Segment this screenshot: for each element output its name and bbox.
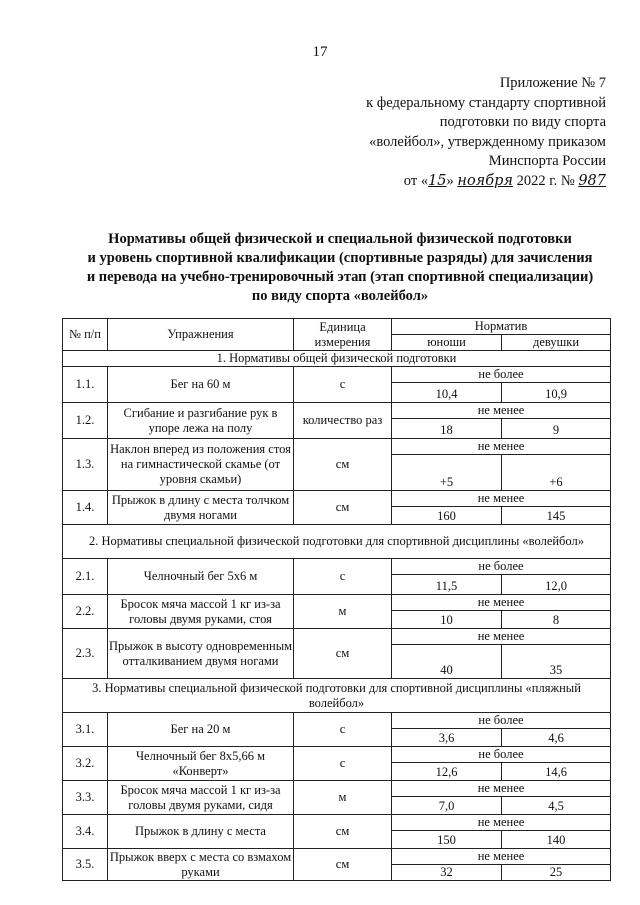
appendix-line-5: Минспорта России bbox=[488, 153, 606, 169]
row-number: 3.2. bbox=[63, 747, 108, 781]
value-girls: 4,6 bbox=[502, 729, 611, 747]
title-line-4: по виду спорта «волейбол» bbox=[251, 288, 429, 304]
exercise-name: Сгибание и разгибание рук в упоре лежа на полу bbox=[108, 403, 294, 439]
row-number: 2.1. bbox=[63, 559, 108, 595]
unit-cell: м bbox=[294, 595, 392, 629]
table-row bbox=[63, 629, 611, 645]
table-row bbox=[63, 815, 611, 831]
value-girls: 25 bbox=[502, 865, 611, 881]
value-girls: 140 bbox=[502, 831, 611, 849]
row-number: 1.1. bbox=[63, 367, 108, 403]
qualifier-cell: не более bbox=[392, 713, 611, 729]
row-number: 3.4. bbox=[63, 815, 108, 849]
unit-cell: см bbox=[294, 815, 392, 849]
value-boys: 150 bbox=[392, 831, 502, 849]
table-row bbox=[63, 367, 611, 383]
order-date-line bbox=[306, 172, 606, 192]
table-row bbox=[63, 849, 611, 865]
unit-cell: с bbox=[294, 367, 392, 403]
exercise-name: Бег на 20 м bbox=[108, 713, 294, 747]
page-number: 17 bbox=[312, 44, 328, 60]
date-mid: » bbox=[446, 172, 458, 189]
appendix-line-1: Приложение № 7 bbox=[499, 75, 606, 91]
date-prefix: от « bbox=[403, 172, 429, 189]
exercise-name: Прыжок вверх с места со взмахом руками bbox=[108, 849, 294, 881]
value-boys: 160 bbox=[392, 507, 502, 525]
order-number: 987 bbox=[578, 172, 606, 189]
norms-table bbox=[62, 318, 611, 881]
section-title: 2. Нормативы специальной физической подготовки для спортивной дисциплины «волейбол» bbox=[63, 525, 611, 559]
value-girls: 12,0 bbox=[502, 575, 611, 595]
value-boys: 3,6 bbox=[392, 729, 502, 747]
qualifier-cell: не более bbox=[392, 367, 611, 383]
qualifier-cell: не менее bbox=[392, 595, 611, 611]
value-boys: 10,4 bbox=[392, 383, 502, 403]
qualifier-cell: не менее bbox=[392, 403, 611, 419]
unit-cell: см bbox=[294, 629, 392, 679]
table-row bbox=[63, 403, 611, 419]
value-boys: +5 bbox=[392, 455, 502, 491]
unit-cell: см bbox=[294, 439, 392, 491]
appendix-block bbox=[306, 74, 606, 191]
table-row bbox=[63, 781, 611, 797]
row-number: 3.3. bbox=[63, 781, 108, 815]
exercise-name: Челночный бег 8х5,66 м «Конверт» bbox=[108, 747, 294, 781]
value-boys: 32 bbox=[392, 865, 502, 881]
row-number: 1.3. bbox=[63, 439, 108, 491]
unit-cell: см bbox=[294, 849, 392, 881]
value-girls: +6 bbox=[502, 455, 611, 491]
value-boys: 11,5 bbox=[392, 575, 502, 595]
qualifier-cell: не менее bbox=[392, 491, 611, 507]
exercise-name: Бросок мяча массой 1 кг из-за головы двумя руками, сидя bbox=[108, 781, 294, 815]
exercise-name: Челночный бег 5х6 м bbox=[108, 559, 294, 595]
qualifier-cell: не менее bbox=[392, 781, 611, 797]
value-boys: 18 bbox=[392, 419, 502, 439]
value-girls: 145 bbox=[502, 507, 611, 525]
unit-cell: м bbox=[294, 781, 392, 815]
table-row bbox=[63, 439, 611, 455]
row-number: 3.5. bbox=[63, 849, 108, 881]
date-year: 2022 г. № bbox=[513, 172, 579, 189]
exercise-name: Бег на 60 м bbox=[108, 367, 294, 403]
value-girls: 9 bbox=[502, 419, 611, 439]
table-row bbox=[63, 595, 611, 611]
row-number: 3.1. bbox=[63, 713, 108, 747]
unit-cell: с bbox=[294, 713, 392, 747]
row-number: 2.3. bbox=[63, 629, 108, 679]
qualifier-cell: не менее bbox=[392, 629, 611, 645]
value-girls: 35 bbox=[502, 645, 611, 679]
value-boys: 40 bbox=[392, 645, 502, 679]
exercise-name: Прыжок в высоту одновременным отталкиванием двумя ногами bbox=[108, 629, 294, 679]
unit-cell: количество раз bbox=[294, 403, 392, 439]
value-girls: 14,6 bbox=[502, 763, 611, 781]
value-boys: 12,6 bbox=[392, 763, 502, 781]
header-boys: юноши bbox=[392, 335, 502, 351]
row-number: 1.2. bbox=[63, 403, 108, 439]
header-num: № п/п bbox=[63, 319, 108, 351]
value-boys: 7,0 bbox=[392, 797, 502, 815]
table-row bbox=[63, 491, 611, 507]
exercise-name: Бросок мяча массой 1 кг из-за головы двумя руками, стоя bbox=[108, 595, 294, 629]
value-girls: 10,9 bbox=[502, 383, 611, 403]
unit-cell: с bbox=[294, 559, 392, 595]
value-girls: 8 bbox=[502, 611, 611, 629]
table-row bbox=[63, 747, 611, 763]
table-row bbox=[63, 713, 611, 729]
value-boys: 10 bbox=[392, 611, 502, 629]
header-exercise: Упражнения bbox=[108, 319, 294, 351]
exercise-name: Прыжок в длину с места bbox=[108, 815, 294, 849]
title-line-1: Нормативы общей физической и специальной физической подготовки bbox=[108, 231, 572, 247]
appendix-line-4: «волейбол», утвержденному приказом bbox=[369, 133, 606, 150]
exercise-name: Наклон вперед из положения стоя на гимнастической скамье (от уровня скамьи) bbox=[108, 439, 294, 491]
exercise-name: Прыжок в длину с места толчком двумя ногами bbox=[108, 491, 294, 525]
qualifier-cell: не более bbox=[392, 559, 611, 575]
header-norm: Норматив bbox=[392, 319, 611, 335]
table-row bbox=[63, 559, 611, 575]
title-line-3: и перевода на учебно-тренировочный этап (этап спортивной специализации) bbox=[86, 269, 594, 285]
title-line-2: и уровень спортивной квалификации (спортивные разряды) для зачисления bbox=[87, 250, 593, 266]
section-title: 3. Нормативы специальной физической подготовки для спортивной дисциплины «пляжный волейбол» bbox=[63, 679, 611, 713]
header-girls: девушки bbox=[502, 335, 611, 351]
qualifier-cell: не менее bbox=[392, 815, 611, 831]
section-title: 1. Нормативы общей физической подготовки bbox=[63, 351, 611, 367]
document-title bbox=[70, 230, 610, 306]
appendix-line-3: подготовки по виду спорта bbox=[439, 114, 606, 130]
qualifier-cell: не менее bbox=[392, 439, 611, 455]
qualifier-cell: не более bbox=[392, 747, 611, 763]
value-girls: 4,5 bbox=[502, 797, 611, 815]
header-unit: Единица измерения bbox=[294, 319, 392, 351]
date-day: 15 bbox=[428, 172, 447, 189]
qualifier-cell: не менее bbox=[392, 849, 611, 865]
unit-cell: с bbox=[294, 747, 392, 781]
date-month: ноября bbox=[457, 172, 514, 189]
row-number: 1.4. bbox=[63, 491, 108, 525]
unit-cell: см bbox=[294, 491, 392, 525]
appendix-line-2: к федеральному стандарту спортивной bbox=[366, 94, 606, 111]
row-number: 2.2. bbox=[63, 595, 108, 629]
